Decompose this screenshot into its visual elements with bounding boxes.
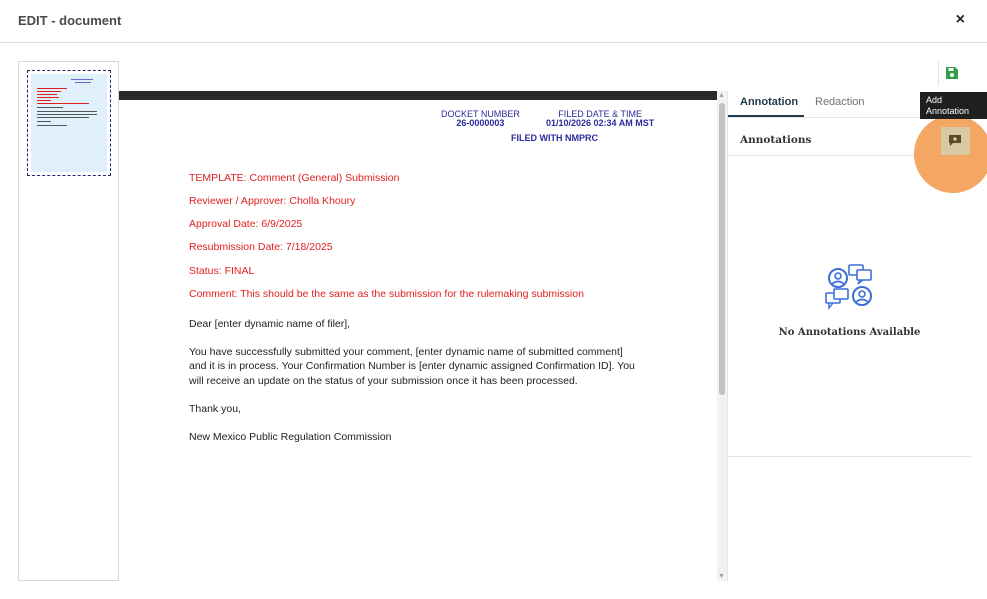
no-annotations-icon <box>824 263 876 311</box>
add-annotation-tooltip: Add Annotation <box>920 92 987 119</box>
thumbnail-panel <box>18 61 119 581</box>
tab-annotation[interactable]: Annotation <box>740 96 799 108</box>
filed-with: FILED WITH NMPRC <box>511 133 598 143</box>
scroll-down-icon[interactable]: ▼ <box>718 573 725 580</box>
greeting: Dear [enter dynamic name of filer], <box>189 318 351 330</box>
filed-label: FILED DATE & TIME <box>558 109 642 119</box>
template-line: TEMPLATE: Comment (General) Submission <box>189 172 400 184</box>
save-icon <box>945 66 959 80</box>
approval-line: Approval Date: 6/9/2025 <box>189 218 303 230</box>
document-scrollbar[interactable] <box>717 91 727 581</box>
body-line-2: and it is in process. Your Confirmation Number is [enter dynamic assigned Confirmation ID]. You <box>189 360 635 372</box>
close-button[interactable]: × <box>955 11 965 28</box>
resubmission-line: Resubmission Date: 7/18/2025 <box>189 241 333 253</box>
dialog-header <box>0 0 987 43</box>
filed-value: 01/10/2026 02:34 AM MST <box>546 118 655 128</box>
page-thumbnail[interactable] <box>27 70 111 176</box>
active-tab-indicator <box>728 115 804 117</box>
document-viewer[interactable] <box>119 91 717 581</box>
panel-divider <box>728 456 971 457</box>
tab-redaction[interactable]: Redaction <box>815 96 865 108</box>
scroll-up-icon[interactable]: ▲ <box>718 92 725 99</box>
signature-line: New Mexico Public Regulation Commission <box>189 431 392 443</box>
docket-label: DOCKET NUMBER <box>441 109 520 119</box>
thumbnail-preview <box>31 74 107 172</box>
save-button[interactable] <box>938 61 963 86</box>
body-line-3: will receive an update on the status of your submission once it has been processed. <box>189 375 578 387</box>
thanks-line: Thank you, <box>189 403 241 415</box>
document-top-bar <box>119 91 717 100</box>
add-annotation-icon <box>948 134 962 147</box>
filed-block <box>546 110 654 128</box>
dialog-title: EDIT - document <box>18 13 122 28</box>
docket-block <box>441 110 520 128</box>
empty-state-text: No Annotations Available <box>778 327 921 338</box>
body-line-1: You have successfully submitted your comment, [enter dynamic name of submitted comment] <box>189 346 623 358</box>
docket-number: 26-0000003 <box>456 118 505 128</box>
reviewer-line: Reviewer / Approver: Cholla Khoury <box>189 195 356 207</box>
annotations-title: Annotations <box>740 134 812 146</box>
status-line: Status: FINAL <box>189 265 255 277</box>
scroll-thumb[interactable] <box>719 103 725 395</box>
comment-line: Comment: This should be the same as the submission for the rulemaking submission <box>189 288 584 300</box>
add-annotation-button[interactable] <box>941 127 970 155</box>
